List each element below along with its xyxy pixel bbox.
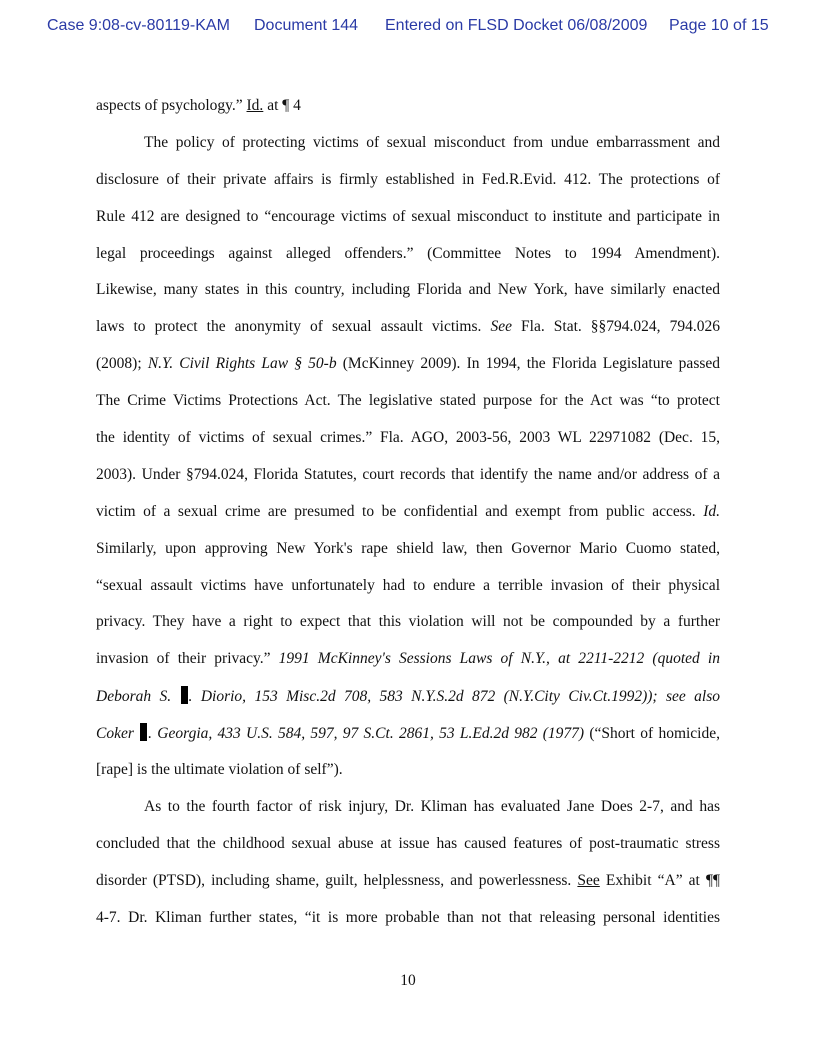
text-line: concluded that the childhood sexual abuse at issue has caused features of post-traumatic stress [96,834,720,852]
text-line: The policy of protecting victims of sexual misconduct from undue embarrassment and [144,133,720,151]
text-line: As to the fourth factor of risk injury, Dr. Kliman has evaluated Jane Does 2-7, and has [144,797,720,815]
text-line: aspects of psychology.” Id. at ¶ 4 [96,97,301,114]
text-line: privacy. They have a right to expect that this violation will not be compounded by a further [96,613,720,631]
text-line: invasion of their privacy.” 1991 McKinney's Sessions Laws of N.Y., at 2211-2212 (quoted in [96,650,720,668]
text-line: victim of a sexual crime are presumed to be confidential and exempt from public access. Id. [96,502,720,520]
text-line: Rule 412 are designed to “encourage victims of sexual misconduct to institute and participate in [96,207,720,225]
text-line: disclosure of their private affairs is firmly established in Fed.R.Evid. 412. The protections of [96,170,720,188]
redaction-box [181,686,188,704]
document-body [96,96,720,944]
page-indicator: Page 10 of 15 [669,17,769,34]
text-line: Likewise, many states in this country, including Florida and New York, have similarly enacted [96,281,720,299]
text-line: disorder (PTSD), including shame, guilt, helplessness, and powerlessness. See Exhibit “A” at ¶¶ [96,871,720,889]
text-line: “sexual assault victims have unfortunately had to endure a terrible invasion of their physical [96,576,720,594]
text-line: Similarly, upon approving New York's rape shield law, then Governor Mario Cuomo stated, [96,539,720,557]
text-line: [rape] is the ultimate violation of self”). [96,761,343,779]
page-number: 10 [400,972,416,989]
text-line: 4-7. Dr. Kliman further states, “it is more probable than not that releasing personal identities [96,908,720,926]
redaction-box [140,723,147,741]
document-number: Document 144 [254,17,359,34]
docket-header [0,17,816,39]
text-line: Deborah S. . Diorio, 153 Misc.2d 708, 583 N.Y.S.2d 872 (N.Y.City Civ.Ct.1992)); see also [96,688,721,706]
case-number: Case 9:08-cv-80119-KAM [47,17,230,34]
text-line: legal proceedings against alleged offenders.” (Committee Notes to 1994 Amendment). [96,244,720,262]
docket-entry-date: Entered on FLSD Docket 06/08/2009 [385,17,648,34]
text-line: the identity of victims of sexual crimes.” Fla. AGO, 2003-56, 2003 WL 22971082 (Dec. 15, [96,429,720,447]
text-line: laws to protect the anonymity of sexual assault victims. See Fla. Stat. §§794.024, 794.026 [96,318,720,336]
text-line: 2003). Under §794.024, Florida Statutes, court records that identify the name and/or address of a [96,465,720,483]
text-line: (2008); N.Y. Civil Rights Law § 50-b (McKinney 2009). In 1994, the Florida Legislature passed [96,355,721,373]
text-line: The Crime Victims Protections Act. The legislative stated purpose for the Act was “to protect [96,392,720,410]
text-line: Coker . Georgia, 433 U.S. 584, 597, 97 S.Ct. 2861, 53 L.Ed.2d 982 (1977) (“Short of homicide, [96,725,720,743]
